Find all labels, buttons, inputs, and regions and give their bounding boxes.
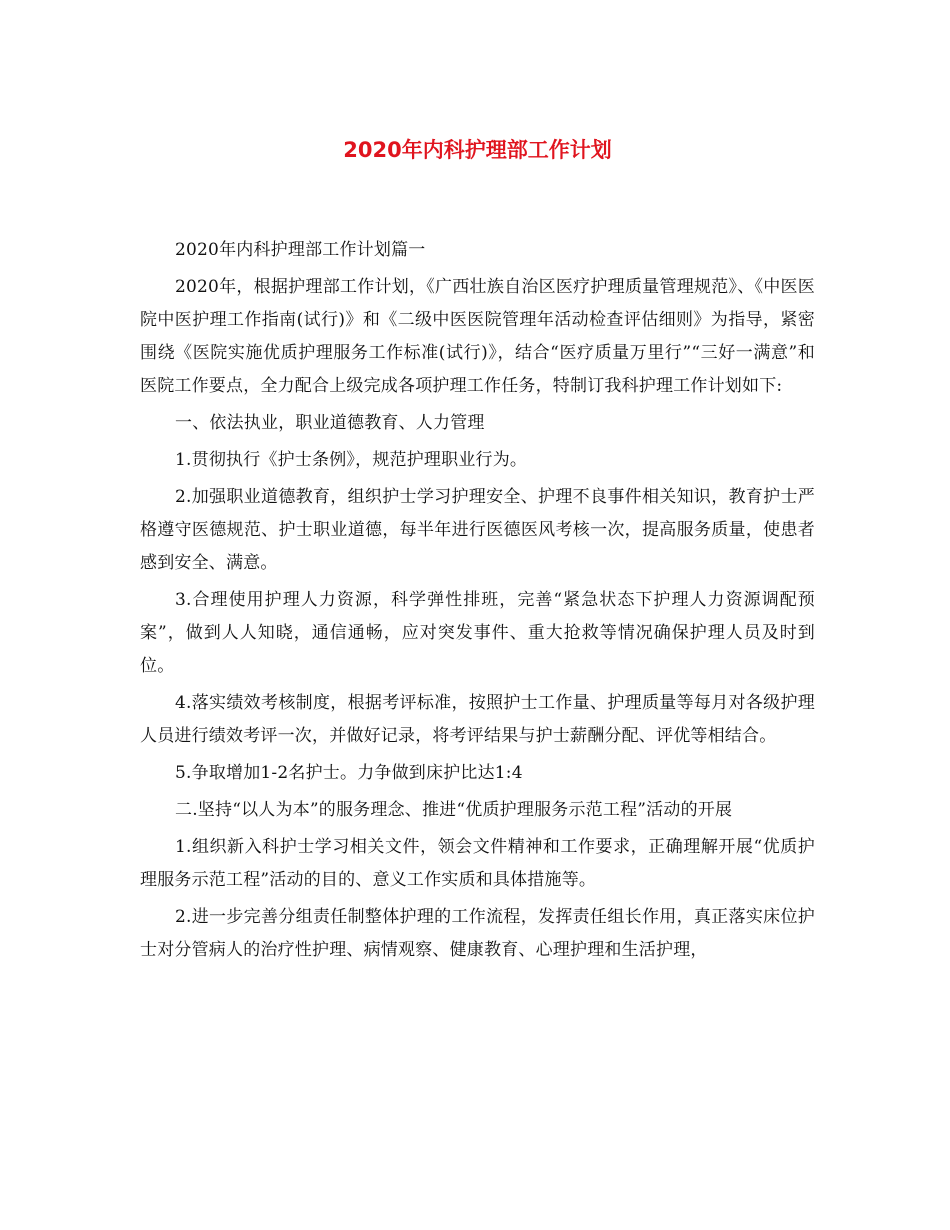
list-item: 2.进一步完善分组责任制整体护理的工作流程，发挥责任组长作用，真正落实床位护士对分管病人的治疗性护理、病情观察、健康教育、心理护理和生活护理，	[140, 907, 815, 960]
list-item: 5.争取增加1-2名护士。力争做到床护比达1:4	[175, 763, 523, 783]
section-heading-1: 一、依法执业，职业道德教育、人力管理	[175, 413, 485, 433]
intro-paragraph: 2020年，根据护理部工作计划，《广西壮族自治区医疗护理质量管理规范》、《中医医院中医护理工作指南(试行)》和《二级中医医院管理年活动检查评估细则》为指导，紧密围绕《医院实施优质护理服务工作标准(试行)》，结合“医疗质量万里行”“三好一满意”和医院工作要点，全力配合上级完成各项护理工作任务，特制订我科护理工作计划如下:	[140, 277, 815, 396]
document-body	[140, 234, 815, 967]
list-item: 1.组织新入科护士学习相关文件，领会文件精神和工作要求，正确理解开展“优质护理服务示范工程”活动的目的、意义工作实质和具体措施等。	[140, 837, 815, 890]
list-item: 2.加强职业道德教育，组织护士学习护理安全、护理不良事件相关知识，教育护士严格遵守医德规范、护士职业道德，每半年进行医德医风考核一次，提高服务质量，使患者感到安全、满意。	[140, 487, 815, 573]
subtitle-paragraph: 2020年内科护理部工作计划篇一	[175, 240, 426, 260]
section-heading-2: 二.坚持“以人为本”的服务理念、推进“优质护理服务示范工程”活动的开展	[175, 800, 733, 820]
list-item: 1.贯彻执行《护士条例》，规范护理职业行为。	[175, 450, 528, 470]
document-title: 2020年内科护理部工作计划	[343, 138, 612, 162]
list-item: 3.合理使用护理人力资源，科学弹性排班，完善“紧急状态下护理人力资源调配预案”，做到人人知晓，通信通畅，应对突发事件、重大抢救等情况确保护理人员及时到位。	[140, 590, 815, 676]
list-item: 4.落实绩效考核制度，根据考评标准，按照护士工作量、护理质量等每月对各级护理人员进行绩效考评一次，并做好记录，将考评结果与护士薪酬分配、评优等相结合。	[140, 693, 815, 746]
